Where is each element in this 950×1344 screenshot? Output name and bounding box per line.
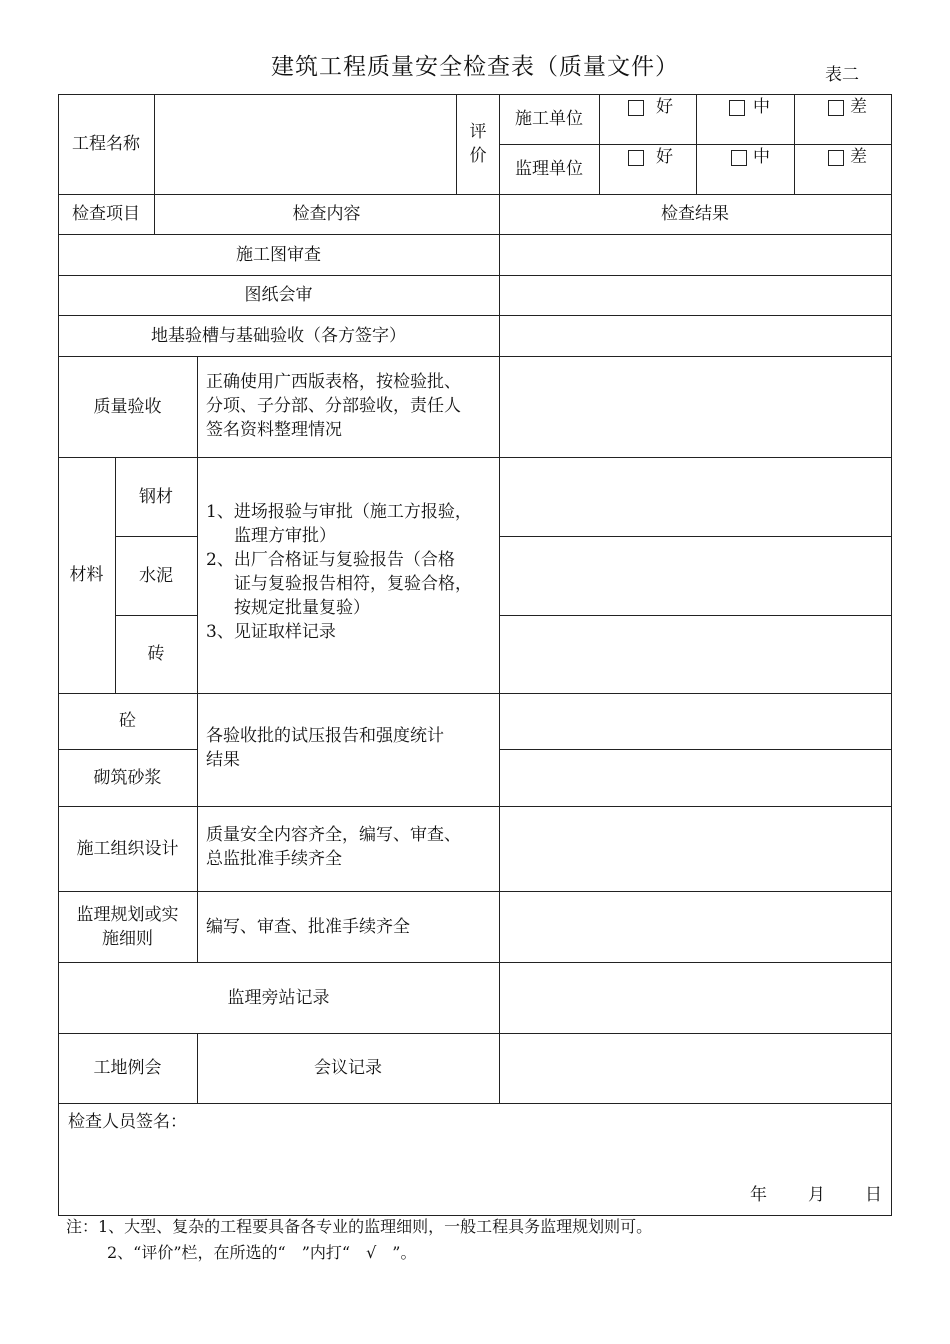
result-drawing-meeting[interactable]	[500, 276, 891, 315]
supervision-poor-label: 差	[850, 147, 867, 167]
supervision-good-label: 好	[656, 147, 673, 167]
construction-poor-checkbox[interactable]	[828, 100, 844, 116]
construction-good-checkbox[interactable]	[628, 100, 644, 116]
signature-label: 检查人员签名：	[68, 1112, 187, 1132]
result-cement[interactable]	[500, 537, 891, 615]
construction-medium-checkbox[interactable]	[729, 100, 745, 116]
row-construction-design: 施工组织设计	[76, 838, 179, 859]
project-name-field[interactable]	[155, 95, 455, 193]
result-site-meeting[interactable]	[500, 1034, 891, 1103]
result-steel[interactable]	[500, 458, 891, 536]
note-1: 注：1、大型、复杂的工程要具备各专业的监理细则，一般工程具务监理规划则可。	[66, 1217, 653, 1236]
result-supervision-plan[interactable]	[500, 892, 891, 962]
row-drawing-meeting: 图纸会审	[244, 285, 313, 305]
signature-month: 月	[808, 1185, 825, 1205]
row-masonry-mortar: 砌筑砂浆	[93, 767, 162, 788]
result-concrete[interactable]	[500, 694, 891, 749]
row-drawing-review: 施工图审查	[236, 244, 321, 265]
material-brick: 砖	[147, 644, 165, 664]
result-drawing-review[interactable]	[500, 235, 891, 275]
evaluation-label: 评 价	[469, 122, 487, 166]
result-brick[interactable]	[500, 616, 891, 693]
result-masonry-mortar[interactable]	[500, 750, 891, 806]
construction-unit-label: 施工单位	[515, 109, 583, 129]
supervision-plan-content: 编写、审查、批准手续齐全	[206, 916, 410, 937]
site-meeting-content: 会议记录	[314, 1058, 382, 1078]
row-materials: 材料	[69, 565, 104, 585]
table-number: 表二	[825, 65, 859, 85]
supervision-poor-checkbox[interactable]	[828, 150, 844, 166]
material-cement: 水泥	[139, 565, 173, 586]
project-name-label: 工程名称	[72, 134, 140, 154]
construction-poor-label: 差	[850, 97, 867, 117]
row-site-meeting: 工地例会	[93, 1058, 162, 1078]
concrete-content: 各验收批的试压报告和强度统计 结果	[206, 726, 444, 770]
supervision-good-checkbox[interactable]	[628, 150, 644, 166]
supervision-unit-label: 监理单位	[515, 159, 583, 179]
supervision-medium-label: 中	[753, 147, 770, 167]
row-concrete: 砼	[119, 711, 136, 731]
col-header-item: 检查项目	[72, 204, 140, 224]
note-2: 2、“评价”栏，在所选的“ ”内打“ √ ”。	[107, 1243, 417, 1262]
result-side-station-record[interactable]	[500, 963, 891, 1033]
construction-good-label: 好	[656, 97, 673, 117]
form-title: 建筑工程质量安全检查表（质量文件）	[271, 54, 679, 80]
material-steel: 钢材	[139, 486, 173, 507]
quality-acceptance-content: 正确使用广西版表格，按检验批、 分项、子分部、分部验收，责任人 签名资料整理情况	[206, 372, 461, 440]
row-side-station-record: 监理旁站记录	[227, 987, 330, 1008]
construction-design-content: 质量安全内容齐全，编写、审查、 总监批准手续齐全	[206, 825, 461, 869]
row-supervision-plan: 监理规划或实 施细则	[76, 904, 179, 949]
row-quality-acceptance: 质量验收	[93, 396, 162, 417]
result-quality-acceptance[interactable]	[500, 357, 891, 457]
result-foundation-acceptance[interactable]	[500, 316, 891, 356]
supervision-medium-checkbox[interactable]	[731, 150, 747, 166]
signature-day: 日	[865, 1185, 882, 1205]
signature-year: 年	[750, 1185, 767, 1205]
materials-content: 1、进场报验与审批（施工方报验， 监理方审批） 2、出厂合格证与复验报告（合格 证与复验报告相符，复验合格， 按规定批量复验） 3、见证取样记录	[206, 502, 472, 642]
col-header-content: 检查内容	[292, 204, 361, 224]
row-foundation-acceptance: 地基验槽与基础验收（各方签字）	[151, 325, 406, 346]
construction-medium-label: 中	[753, 97, 770, 117]
col-header-result: 检查结果	[661, 204, 729, 224]
result-construction-design[interactable]	[500, 807, 891, 891]
